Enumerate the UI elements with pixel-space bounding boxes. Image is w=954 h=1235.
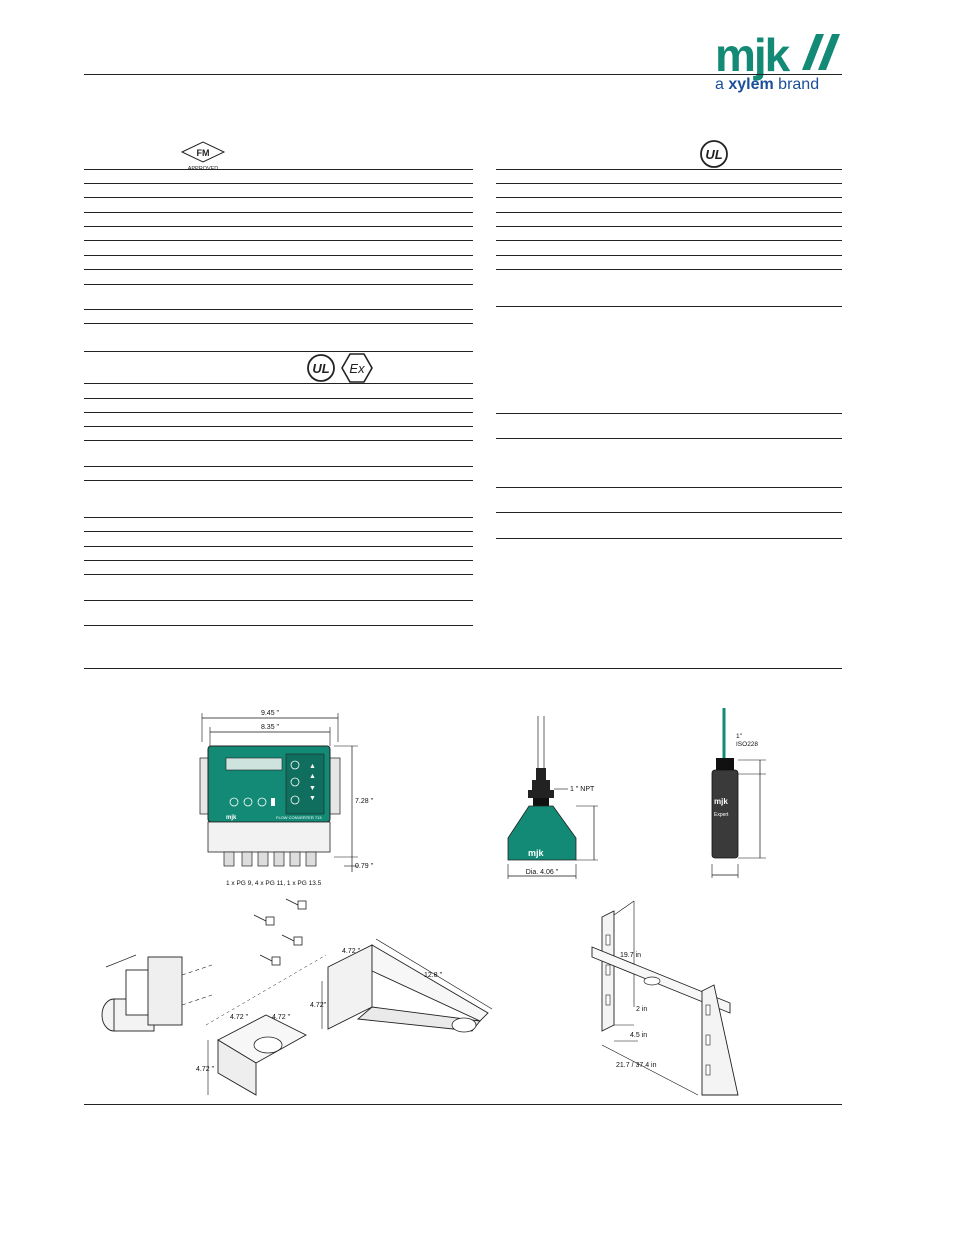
cyl-model: Expert xyxy=(714,812,729,818)
cone-brand: mjk xyxy=(528,848,544,858)
left-row-rule xyxy=(84,426,473,427)
left-row-rule xyxy=(84,466,473,467)
left-row-rule xyxy=(84,284,473,285)
right-row-rule xyxy=(496,538,842,539)
ul-text-2: UL xyxy=(312,361,330,376)
svg-text:▼: ▼ xyxy=(309,785,316,792)
fm-approved-icon xyxy=(178,140,228,172)
left-row-rule xyxy=(84,197,473,198)
left-row-rule xyxy=(84,546,473,547)
cone-thread: 1 " NPT xyxy=(570,786,595,793)
left-row-rule xyxy=(84,625,473,626)
right-row-rule xyxy=(496,240,842,241)
ex-text: Ex xyxy=(349,361,365,376)
wall-dim-4: 4.72 " xyxy=(342,948,361,955)
left-row-rule xyxy=(84,517,473,518)
flow-converter-drawing xyxy=(196,702,396,892)
left-row-rule xyxy=(84,255,473,256)
left-row-rule xyxy=(84,212,473,213)
cyl-thread-top: 1" xyxy=(736,733,742,740)
right-row-rule xyxy=(496,226,842,227)
svg-text:▲: ▲ xyxy=(309,763,316,770)
right-row-rule xyxy=(496,413,842,414)
mjk-xylem-logo xyxy=(715,29,845,94)
wall-dim-5: 4.72" xyxy=(310,1002,327,1009)
cyl-brand: mjk xyxy=(714,797,728,806)
tagline-prefix: a xyxy=(715,76,729,93)
dim-width-inner: 8.35 " xyxy=(260,724,280,731)
dim-height: 7.28 " xyxy=(355,798,374,805)
wall-bracket-drawing xyxy=(96,895,506,1105)
right-row-rule xyxy=(496,197,842,198)
svg-text:▲: ▲ xyxy=(309,773,316,780)
right-row-rule xyxy=(496,183,842,184)
left-row-rule xyxy=(84,480,473,481)
left-row-rule xyxy=(84,531,473,532)
right-row-rule xyxy=(496,212,842,213)
cone-diameter: Dia. 4.06 " xyxy=(525,869,559,876)
dim-width-outer: 9.45 " xyxy=(260,710,280,717)
wall-dim-2: 4.72 " xyxy=(272,1014,291,1021)
svg-text:▼: ▼ xyxy=(309,795,316,802)
converter-brand: mjk xyxy=(226,815,237,821)
right-row-rule xyxy=(496,438,842,439)
left-row-rule xyxy=(84,226,473,227)
gland-spec: 1 x PG 9, 4 x PG 11, 1 x PG 13.5 xyxy=(226,880,322,887)
wall-dim-6: 12.8 " xyxy=(424,972,443,979)
ul-text: UL xyxy=(705,147,723,162)
right-row-rule xyxy=(496,487,842,488)
left-row-rule xyxy=(84,383,473,384)
right-row-rule xyxy=(496,306,842,307)
wall-dim-3: 4.72 " xyxy=(196,1066,215,1073)
ex-atex-icon xyxy=(340,352,374,384)
logo-tagline xyxy=(715,76,845,94)
cone-sensor-drawing xyxy=(500,716,610,881)
left-row-rule xyxy=(84,183,473,184)
fm-approved-text: APPROVED xyxy=(187,166,219,172)
left-row-rule xyxy=(84,600,473,601)
ul-listed-icon xyxy=(699,140,730,169)
left-row-rule xyxy=(84,240,473,241)
frame-dim-small: 2 in xyxy=(636,1006,648,1013)
wall-dim-1: 4.72 " xyxy=(230,1014,249,1021)
right-row-rule xyxy=(496,169,842,170)
left-row-rule xyxy=(84,560,473,561)
left-row-rule xyxy=(84,169,473,170)
dim-gland-height: 0.79 " xyxy=(355,863,374,870)
left-row-rule xyxy=(84,412,473,413)
left-row-rule xyxy=(84,440,473,441)
frame-bracket-drawing xyxy=(580,895,750,1100)
frame-dim-mid: 4.5 in xyxy=(630,1032,648,1039)
right-row-rule xyxy=(496,269,842,270)
right-row-rule xyxy=(496,512,842,513)
tagline-brand: xylem xyxy=(728,76,774,93)
header-rule xyxy=(84,74,842,75)
left-row-rule xyxy=(84,323,473,324)
left-row-rule xyxy=(84,351,473,352)
right-row-rule xyxy=(496,255,842,256)
tagline-suffix: brand xyxy=(773,76,820,93)
ul-listed-icon-2 xyxy=(306,354,338,384)
left-row-rule xyxy=(84,269,473,270)
left-row-rule xyxy=(84,574,473,575)
logo-wordmark: mjk xyxy=(715,29,789,81)
footer-rule xyxy=(84,1104,842,1105)
converter-label: FLOW CONVERTER 713 xyxy=(276,815,322,820)
frame-dim-height: 19.7 in xyxy=(620,952,642,959)
fm-text: FM xyxy=(196,148,210,158)
cylinder-sensor-drawing xyxy=(700,708,780,883)
left-row-rule xyxy=(84,309,473,310)
frame-dim-length: 21.7 / 37.4 in xyxy=(616,1062,657,1069)
section-rule xyxy=(84,668,842,669)
cyl-thread-bottom: ISO228 xyxy=(736,741,759,748)
left-row-rule xyxy=(84,398,473,399)
logo-slashes-icon xyxy=(802,34,842,70)
